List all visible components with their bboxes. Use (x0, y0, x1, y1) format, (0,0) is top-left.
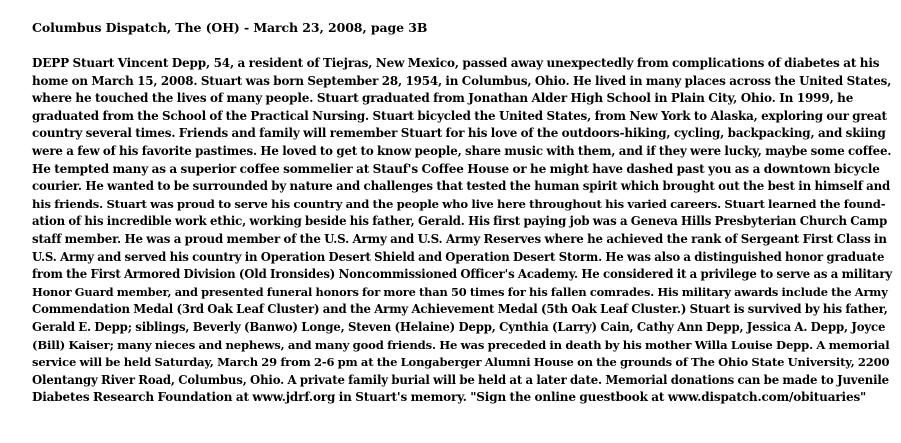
obituary-line: staff member. He was a proud member of the U.S. Army and U.S. Army Reserves where he achieved the rank of Sergeant First Class in (32, 231, 887, 246)
obituary-line: Olentangy River Road, Columbus, Ohio. A private family burial will be held at a later date. Memorial donations can be made to Juvenile (32, 372, 889, 387)
newspaper-citation-header: Columbus Dispatch, The (OH) - March 23, 2008, page 3B (32, 20, 428, 35)
obituary-body (32, 55, 892, 407)
obituary-line: his friends. Stuart was proud to serve his country and the people who live here throughout his varied careers. Stuart learned the found- (32, 196, 886, 211)
obituary-line: country several times. Friends and family will remember Stuart for his love of the outdoors-hiking, cycling, backpacking, and skiing (32, 126, 886, 141)
obituary-line: Diabetes Research Foundation at www.jdrf.org in Stuart's memory. "Sign the online guestbook at www.dispatch.com/obituaries" (32, 390, 867, 405)
obituary-line: DEPP Stuart Vincent Depp, 54, a resident of Tiejras, New Mexico, passed away unexpectedly from complications of diabetes at his (32, 56, 880, 70)
obituary-line: (Bill) Kaiser; many nieces and nephews, and many good friends. He was preceded in death by his mother Willa Louise Depp. A memorial (32, 337, 890, 352)
obituary-line: ation of his incredible work ethic, working beside his father, Gerald. His first paying job was a Geneva Hills Presbyterian Church Camp (32, 214, 888, 229)
obituary-line: courier. He wanted to be surrounded by nature and challenges that tested the human spirit which brought out the best in himself and (32, 179, 891, 194)
obituary-line: service will be held Saturday, March 29 from 2-6 pm at the Longaberger Alumni House on the grounds of The Ohio State University, 2200 (32, 355, 890, 370)
obituary-line: were a few of his favorite pastimes. He loved to get to know people, share music with them, and if they were lucky, maybe some coffee. (32, 143, 892, 158)
obituary-line: graduated from the School of the Practical Nursing. Stuart bicycled the United States, from New York to Alaska, exploring our great (32, 108, 887, 123)
obituary-line: from the First Armored Division (Old Ironsides) Noncommissioned Officer's Academy. He considered it a privilege to serve as a military (32, 267, 892, 282)
obituary-line: He tempted many as a superior coffee sommelier at Stauf's Coffee House or he might have dashed past you as a downtown bicycle (32, 161, 880, 176)
obituary-line: home on March 15, 2008. Stuart was born September 28, 1954, in Columbus, Ohio. He lived in many places across the United States, (32, 73, 892, 88)
obituary-line: U.S. Army and served his country in Operation Desert Shield and Operation Desert Storm. He was also a distinguished honor graduate (32, 249, 885, 264)
obituary-line: Gerald E. Depp; siblings, Beverly (Banwo) Longe, Steven (Helaine) Depp, Cynthia (Larry) Cain, Cathy Ann Depp, Jessica A. Depp, Joyce (32, 319, 886, 334)
obituary-line: Commendation Medal (3rd Oak Leaf Cluster) and the Army Achievement Medal (5th Oak Leaf Cluster.) Stuart is survived by his father, (32, 302, 888, 317)
obituary-line: where he touched the lives of many people. Stuart graduated from Jonathan Alder High School in Plain City, Ohio. In 1999, he (32, 91, 854, 106)
obituary-line: Honor Guard member, and presented funeral honors for more than 50 times for his fallen comrades. His military awards include the Army (32, 284, 888, 299)
